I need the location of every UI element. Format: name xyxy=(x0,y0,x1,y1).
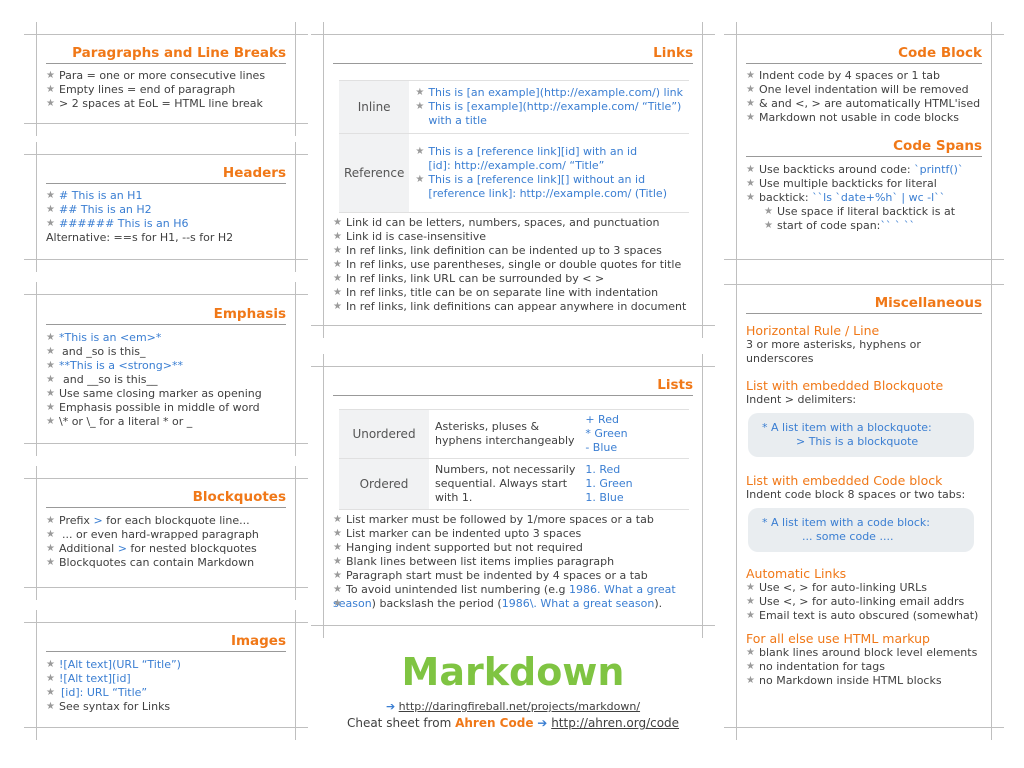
text: ) backslash the period ( xyxy=(371,597,502,610)
list-item: ★ This is a [reference link][id] with an id xyxy=(415,145,683,159)
text: for each blockquote line... xyxy=(102,514,250,527)
table-cell xyxy=(581,459,689,510)
text: 1. Green xyxy=(585,477,633,490)
text: To avoid unintended list numbering (e.g xyxy=(346,583,569,596)
list-item: ★ Use <, > for auto-linking URLs xyxy=(746,581,986,595)
list-item: ★ Use <, > for auto-linking email addrs xyxy=(746,595,986,609)
text: sequential. Always start xyxy=(435,477,568,490)
list-item xyxy=(46,345,290,359)
list-item: ★ Use multiple backticks for literal xyxy=(746,177,986,191)
misc-title: Miscellaneous xyxy=(874,295,982,311)
table-row xyxy=(339,459,689,510)
links-title: Links xyxy=(653,45,693,61)
lists-title: Lists xyxy=(657,377,693,393)
text: ... or even hard-wrapped paragraph xyxy=(62,528,259,541)
list-item: ★ See syntax for Links xyxy=(46,700,290,714)
blockquotes-title: Blockquotes xyxy=(192,489,286,505)
text: backtick: xyxy=(759,191,813,204)
images-title: Images xyxy=(230,633,286,649)
gt-marker: > xyxy=(117,542,127,555)
table-cell xyxy=(409,81,689,134)
markdown-link[interactable]: http://daringfireball.net/projects/markdown/ xyxy=(398,700,641,713)
list-item: ★ ###### This is an H6 xyxy=(46,217,290,231)
text: [id]: URL “Title” xyxy=(61,686,148,699)
page-title: Markdown xyxy=(401,650,625,694)
blockquotes-card xyxy=(36,478,296,588)
reference-label: Reference xyxy=(339,134,409,213)
lists-card xyxy=(323,366,703,626)
list-item: ★ ## This is an H2 xyxy=(46,203,290,217)
unordered-label: Unordered xyxy=(339,410,429,459)
text: 1986. What a great xyxy=(568,583,676,596)
text: with 1. xyxy=(435,491,473,504)
list-item: ★ Blank lines between list items implies paragraph xyxy=(333,555,697,569)
list-item: ★ Email text is auto obscured (somewhat) xyxy=(746,609,986,623)
list-item xyxy=(46,359,290,373)
list-item: ★ Empty lines = end of paragraph xyxy=(46,83,290,97)
text: Asterisks, pluses & xyxy=(435,420,540,433)
text: underscores xyxy=(746,352,814,365)
list-item: ★ In ref links, title can be on separate line with indentation xyxy=(333,286,697,300)
list-item: ★ Link id is case-insensitive xyxy=(333,230,697,244)
ahren-link[interactable]: http://ahren.org/code xyxy=(551,716,680,730)
emphasis-title: Emphasis xyxy=(213,306,286,322)
table-cell xyxy=(429,459,581,510)
list-item: ★ List marker must be followed by 1/more spaces or a tab xyxy=(333,513,697,527)
strong-example: **This is a <strong>** xyxy=(59,359,183,372)
headers-card xyxy=(36,154,296,260)
list-item xyxy=(746,191,986,205)
footer-link-row xyxy=(323,700,703,714)
links-table xyxy=(339,80,689,213)
list-item xyxy=(46,331,290,345)
list-item xyxy=(46,686,290,700)
text: season xyxy=(333,597,372,610)
codeblock-example xyxy=(748,508,974,552)
list-item: ★ Blockquotes can contain Markdown xyxy=(46,556,290,570)
blockquote-example xyxy=(748,413,974,457)
list-item: ★ List marker can be indented upto 3 spaces xyxy=(333,527,697,541)
list-item: ★ Use space if literal backtick is at xyxy=(764,205,986,219)
list-item xyxy=(746,163,986,177)
text: 3 or more asterisks, hyphens or xyxy=(746,338,921,351)
html-heading: For all else use HTML markup xyxy=(746,631,930,646)
em-example-2: and _so is this_ xyxy=(62,345,146,358)
footer-credit xyxy=(323,716,703,730)
strong-example-2: and __so is this__ xyxy=(63,373,158,386)
list-item: ★ \* or \_ for a literal * or _ xyxy=(46,415,290,429)
text: * Green xyxy=(585,427,628,440)
list-item: ★ Use same closing marker as opening xyxy=(46,387,290,401)
text: 1986\. What a great season xyxy=(501,597,655,610)
text: hyphens interchangeably xyxy=(435,434,575,447)
list-item xyxy=(333,583,697,597)
links-card xyxy=(323,34,703,326)
text: start of code span: xyxy=(777,219,881,232)
list-item: ★ Emphasis possible in middle of word xyxy=(46,401,290,415)
list-item: ★ Para = one or more consecutive lines xyxy=(46,69,290,83)
paragraphs-title: Paragraphs and Line Breaks xyxy=(72,45,286,61)
list-item: ★ Link id can be letters, numbers, spaces, and punctuation xyxy=(333,216,697,230)
table-row xyxy=(339,134,689,213)
list-item xyxy=(46,528,290,542)
list-item xyxy=(764,219,986,233)
arrow-right-icon: ➔ xyxy=(385,700,396,713)
text: 1. Blue xyxy=(585,491,624,504)
list-item: ★ & and <, > are automatically HTML'ised xyxy=(746,97,986,111)
codeblock-heading: List with embedded Code block xyxy=(746,473,943,488)
code: `printf()` xyxy=(914,163,964,176)
headers-alternative: Alternative: ==s for H1, --s for H2 xyxy=(46,231,234,244)
text: - Blue xyxy=(585,441,618,454)
emphasis-card xyxy=(36,294,296,444)
text: 1. Red xyxy=(585,463,621,476)
text: + Red xyxy=(585,413,619,426)
paragraphs-card xyxy=(36,34,296,124)
arrow-right-icon: ➔ xyxy=(537,716,548,730)
list-item xyxy=(46,514,290,528)
list-item: ★ Hanging indent supported but not required xyxy=(333,541,697,555)
text: Use backticks around code: xyxy=(759,163,915,176)
gt-marker: > xyxy=(93,514,103,527)
text: ). xyxy=(654,597,663,610)
list-item xyxy=(46,542,290,556)
text: Indent > delimiters: xyxy=(746,393,857,406)
list-item: ★ ![Alt text][id] xyxy=(46,672,290,686)
list-item: ★ This is [example](http://example.com/ “Title”) xyxy=(415,100,683,114)
footer xyxy=(323,650,703,730)
list-item: ★ Markdown not usable in code blocks xyxy=(746,111,986,125)
text: Prefix xyxy=(59,514,94,527)
list-item: ★ blank lines around block level elements xyxy=(746,646,986,660)
code: `` ` `` xyxy=(880,219,915,232)
text: ... some code .... xyxy=(802,530,894,543)
list-item: ★ # This is an H1 xyxy=(46,189,290,203)
em-example: *This is an <em>* xyxy=(59,331,162,344)
list-item: ★ no Markdown inside HTML blocks xyxy=(746,674,986,688)
list-item xyxy=(333,597,697,611)
text: Indent code block 8 spaces or two tabs: xyxy=(746,488,966,501)
inline-label: Inline xyxy=(339,81,409,134)
list-item: ★ In ref links, use parentheses, single or double quotes for title xyxy=(333,258,697,272)
table-row xyxy=(339,81,689,134)
list-item: ★ no indentation for tags xyxy=(746,660,986,674)
table-row xyxy=(339,410,689,459)
images-card xyxy=(36,622,296,728)
text: for nested blockquotes xyxy=(126,542,257,555)
list-item: ★ One level indentation will be removed xyxy=(746,83,986,97)
code-card xyxy=(736,34,992,260)
list-item: ★ In ref links, link definition can be indented up to 3 spaces xyxy=(333,244,697,258)
lists-table xyxy=(339,409,689,510)
text: Additional xyxy=(59,542,118,555)
text: > This is a blockquote xyxy=(796,435,919,448)
hr-heading: Horizontal Rule / Line xyxy=(746,323,880,338)
list-item: ★ In ref links, link URL can be surrounded by < > xyxy=(333,272,697,286)
text: * A list item with a blockquote: xyxy=(762,421,932,434)
list-item: ★ This is a [reference link][] without an id xyxy=(415,173,683,187)
table-cell xyxy=(429,410,581,459)
table-cell xyxy=(409,134,689,213)
list-item xyxy=(46,373,290,387)
text: Numbers, not necessarily xyxy=(435,463,576,476)
list-item: ★ Indent code by 4 spaces or 1 tab xyxy=(746,69,986,83)
codespans-title: Code Spans xyxy=(893,138,982,154)
headers-title: Headers xyxy=(222,165,286,181)
list-item: with a title xyxy=(428,114,487,127)
misc-card xyxy=(736,284,992,728)
table-cell xyxy=(581,410,689,459)
blockquote-heading: List with embedded Blockquote xyxy=(746,378,944,393)
list-item: ★ > 2 spaces at EoL = HTML line break xyxy=(46,97,290,111)
list-item: ★ ![Alt text](URL “Title”) xyxy=(46,658,290,672)
auto-links-heading: Automatic Links xyxy=(746,566,847,581)
list-item: ★ In ref links, link definitions can appear anywhere in document xyxy=(333,300,697,314)
codeblock-title: Code Block xyxy=(898,45,982,61)
list-item: ★ This is [an example](http://example.com/) link xyxy=(415,86,683,100)
ordered-label: Ordered xyxy=(339,459,429,510)
list-item: ★ Paragraph start must be indented by 4 spaces or a tab xyxy=(333,569,697,583)
list-item: [reference link]: http://example.com/ (Title) xyxy=(428,187,667,200)
text: * A list item with a code block: xyxy=(762,516,931,529)
code: ``ls `date+%h` | wc -l`` xyxy=(812,191,946,204)
list-item: [id]: http://example.com/ “Title” xyxy=(428,159,605,172)
text: Cheat sheet from xyxy=(346,716,456,730)
brand-name: Ahren Code xyxy=(455,716,534,730)
